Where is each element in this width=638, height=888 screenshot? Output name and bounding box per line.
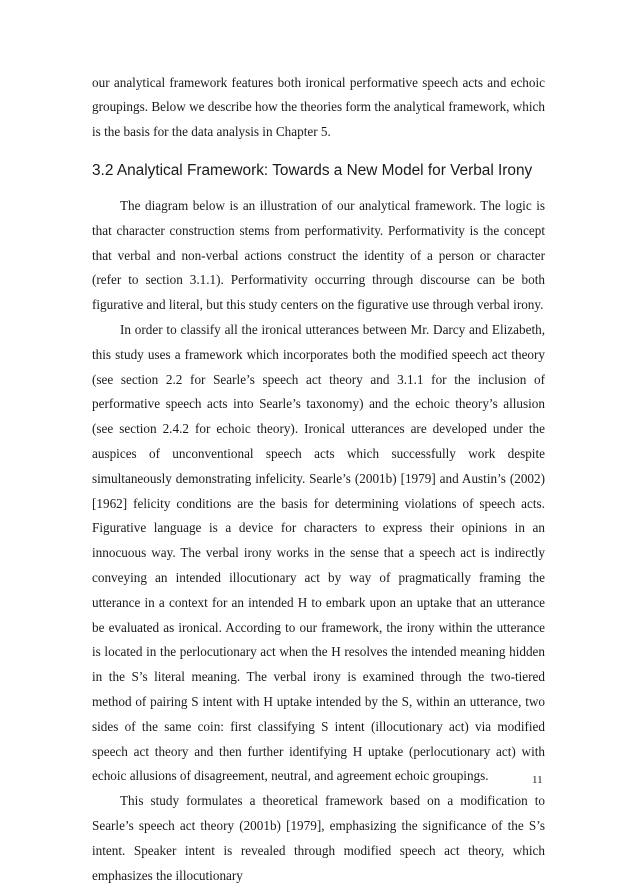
section-body: [92, 194, 545, 888]
intro-paragraph: our analytical framework features both ironical performative speech acts and echoic groupings. Below we describe how the theories form the analytical framework, which is the basis for the data analysis in Chapter 5.: [92, 75, 545, 139]
body-paragraph-2: In order to classify all the ironical utterances between Mr. Darcy and Elizabeth, this study uses a framework which incorporates both the modified speech act theory (see section 2.2 for Searle’s speech act theory and 3.1.1 for the inclusion of performative speech acts into Searle’s taxonomy) and the echoic theory’s allusion (see section 2.4.2 for echoic theory). Ironical utterances are developed under the auspices of unconventional speech acts which successfully work despite simultaneously demonstrating infelicity. Searle’s (2001b) [1979] and Austin’s (2002) [1962] felicity conditions are the basis for determining violations of speech acts. Figurative language is a device for characters to express their opinions in an innocuous way. The verbal irony works in the sense that a speech act is indirectly conveying an intended illocutionary act by way of pragmatically framing the utterance in a context for an intended H to embark upon an uptake that an utterance be evaluated as ironical. According to our framework, the irony within the utterance is located in the perlocutionary act when the H resolves the intended meaning hidden in the S’s literal meaning. The verbal irony is examined through the two-tiered method of pairing S intent with H uptake intended by the S, within an utterance, two sides of the same coin: first classifying S intent (illocutionary act) via modified speech act theory and then further identifying H uptake (perlocutionary act) with echoic allusions of disagreement, neutral, and agreement echoic groupings.: [92, 321, 545, 784]
page-number: 11: [532, 774, 543, 786]
section-heading: 3.2 Analytical Framework: Towards a New Model for Verbal Irony: [92, 162, 533, 179]
body-paragraph-1: The diagram below is an illustration of our analytical framework. The logic is that character construction stems from performativity. Performativity is the concept that verbal and non-verbal actions construct the identity of a person or character (refer to section 3.1.1). Performativity occurring through discourse can be both figurative and literal, but this study centers on the figurative use through verbal irony.: [92, 198, 545, 313]
body-paragraph-3: This study formulates a theoretical framework based on a modification to Searle’s speech act theory (2001b) [1979], emphasizing the significance of the S’s intent. Speaker intent is revealed through modified speech act theory, which emphasizes the illocutionary: [92, 793, 545, 883]
